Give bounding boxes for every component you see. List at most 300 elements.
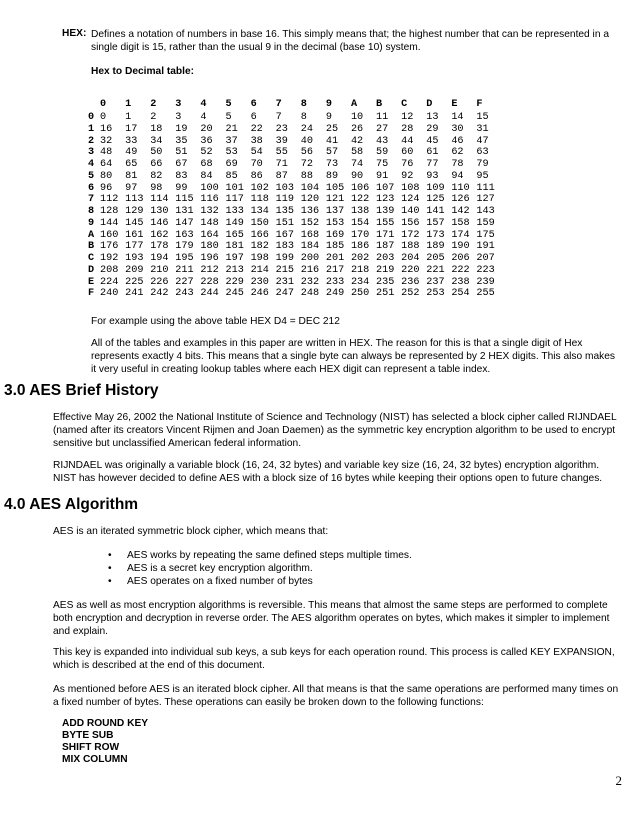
table-cell: 231: [275, 276, 294, 288]
row-header: 2: [88, 135, 95, 147]
table-cell: 162: [150, 229, 169, 241]
section-4-para-2: This key is expanded into individual sub keys, a sub keys for each operation round. This process is called KEY EXPANSION, which is described at the end of this document.: [53, 647, 615, 671]
table-cell: 240: [100, 288, 119, 300]
aes-functions-list: [62, 718, 148, 766]
table-cell: 37: [225, 135, 238, 147]
column-header: 8: [300, 99, 307, 111]
table-cell: 192: [100, 253, 119, 264]
table-cell: 60: [401, 147, 414, 159]
table-cell: 0: [100, 112, 107, 123]
table-cell: 81: [125, 170, 138, 182]
table-cell: 146: [150, 217, 169, 229]
row-header: B: [88, 241, 95, 253]
table-cell: 203: [376, 253, 395, 264]
table-cell: 140: [401, 206, 420, 217]
table-cell: 106: [350, 182, 370, 194]
table-cell: 117: [225, 194, 244, 206]
table-cell: 2: [150, 112, 157, 123]
table-cell: 71: [275, 159, 288, 170]
column-header: 0: [100, 99, 107, 111]
table-cell: 225: [125, 276, 144, 288]
table-cell: 200: [300, 253, 320, 264]
table-cell: 55: [275, 147, 288, 159]
table-cell: 116: [200, 194, 219, 206]
table-cell: 189: [426, 241, 445, 253]
table-cell: 254: [451, 288, 470, 300]
column-header: B: [376, 99, 383, 111]
column-header: 9: [325, 99, 332, 111]
table-cell: 191: [476, 241, 495, 253]
table-cell: 74: [350, 159, 364, 170]
table-cell: 242: [150, 288, 169, 300]
list-item: • AES operates on a fixed number of bytes: [108, 575, 412, 588]
table-cell: 70: [250, 159, 263, 170]
table-cell: 115: [175, 194, 194, 206]
table-cell: 179: [175, 241, 194, 253]
table-cell: 40: [300, 135, 313, 147]
table-cell: 93: [426, 170, 439, 182]
table-cell: 109: [426, 182, 445, 194]
table-cell: 195: [175, 253, 194, 264]
table-cell: 114: [150, 194, 169, 206]
table-cell: 171: [376, 229, 395, 241]
table-cell: 245: [225, 288, 244, 300]
table-cell: 56: [300, 147, 313, 159]
table-cell: 24: [300, 123, 313, 135]
table-cell: 141: [426, 206, 445, 217]
table-cell: 163: [175, 229, 194, 241]
table-cell: 1: [125, 112, 132, 123]
table-cell: 57: [325, 147, 339, 159]
table-cell: 210: [150, 264, 169, 276]
table-cell: 166: [250, 229, 269, 241]
table-cell: 13: [426, 112, 439, 123]
section-4-para-1: AES as well as most encryption algorithms is reversible. This means that almost the same steps are performed to complete both encryption and decryption in reverse order. The AES algorithm operates on bytes, which makes it simpler to implement and explain.: [53, 600, 610, 637]
table-cell: 184: [300, 241, 320, 253]
table-cell: 88: [300, 170, 313, 182]
table-cell: 198: [250, 253, 269, 264]
table-cell: 20: [200, 123, 213, 135]
table-cell: 59: [376, 147, 389, 159]
table-cell: 131: [175, 206, 194, 217]
table-cell: 129: [125, 206, 144, 217]
table-cell: 12: [401, 112, 414, 123]
table-cell: 82: [150, 170, 163, 182]
table-cell: 75: [376, 159, 389, 170]
table-cell: 32: [100, 135, 113, 147]
table-cell: 76: [401, 159, 414, 170]
table-cell: 3: [175, 112, 182, 123]
table-cell: 227: [175, 276, 194, 288]
table-cell: 186: [350, 241, 370, 253]
table-cell: 124: [401, 194, 420, 206]
table-cell: 108: [401, 182, 420, 194]
table-cell: 30: [451, 123, 464, 135]
row-header: A: [88, 229, 95, 241]
table-cell: 226: [150, 276, 169, 288]
table-row: [88, 218, 502, 230]
table-cell: 33: [125, 135, 138, 147]
table-cell: 123: [376, 194, 395, 206]
hex-table-title: Hex to Decimal table:: [91, 66, 195, 77]
table-cell: 218: [350, 264, 370, 276]
table-row: [88, 183, 502, 195]
row-header: 9: [88, 217, 95, 229]
table-cell: 90: [350, 170, 364, 182]
table-cell: 197: [225, 253, 244, 264]
table-cell: 174: [451, 229, 470, 241]
table-cell: 193: [125, 253, 144, 264]
table-cell: 236: [401, 276, 420, 288]
table-cell: 119: [275, 194, 294, 206]
table-cell: 51: [175, 147, 188, 159]
row-header: E: [88, 276, 95, 288]
column-header: D: [426, 99, 433, 111]
table-cell: 68: [200, 159, 213, 170]
table-cell: 239: [476, 276, 495, 288]
table-cell: 145: [125, 217, 144, 229]
table-cell: 176: [100, 241, 119, 253]
table-cell: 66: [150, 159, 163, 170]
table-cell: 95: [476, 170, 489, 182]
row-header: 8: [88, 206, 95, 217]
table-cell: 26: [350, 123, 364, 135]
table-cell: 241: [125, 288, 144, 300]
table-cell: 158: [451, 217, 470, 229]
table-cell: 135: [275, 206, 294, 217]
table-cell: 64: [100, 159, 113, 170]
table-cell: 159: [476, 217, 495, 229]
table-cell: 211: [175, 264, 194, 276]
table-cell: 25: [325, 123, 339, 135]
table-cell: 154: [350, 217, 370, 229]
table-cell: 187: [376, 241, 395, 253]
table-cell: 152: [300, 217, 320, 229]
column-header: F: [476, 99, 483, 111]
section-4-intro: AES is an iterated symmetric block cipher, which means that:: [53, 526, 329, 537]
table-cell: 21: [225, 123, 238, 135]
table-cell: 118: [250, 194, 269, 206]
table-corner: [88, 98, 100, 112]
row-header: D: [88, 264, 95, 276]
table-cell: 233: [325, 276, 345, 288]
table-cell: 144: [100, 217, 119, 229]
function-mix-column: MIX COLUMN: [62, 754, 128, 765]
table-cell: 125: [426, 194, 445, 206]
row-header: 0: [88, 112, 95, 123]
table-cell: 246: [250, 288, 269, 300]
table-cell: 250: [350, 288, 370, 300]
table-cell: 104: [300, 182, 320, 194]
table-cell: 230: [250, 276, 269, 288]
list-item: • AES is a secret key encryption algorithm.: [108, 562, 412, 575]
table-cell: 11: [376, 112, 389, 123]
table-cell: 34: [150, 135, 163, 147]
column-header: A: [350, 99, 358, 111]
column-header: E: [451, 99, 458, 111]
table-cell: 220: [401, 264, 420, 276]
table-row: [88, 265, 502, 277]
table-cell: 91: [376, 170, 389, 182]
table-row: [88, 147, 502, 159]
table-cell: 223: [476, 264, 495, 276]
table-cell: 6: [250, 112, 257, 123]
table-cell: 29: [426, 123, 439, 135]
table-cell: 107: [376, 182, 395, 194]
table-cell: 35: [175, 135, 188, 147]
table-cell: 149: [225, 217, 244, 229]
table-cell: 199: [275, 253, 294, 264]
table-cell: 128: [100, 206, 119, 217]
hex-example: For example using the above table HEX D4 = DEC 212: [91, 316, 340, 327]
table-cell: 72: [300, 159, 313, 170]
table-cell: 137: [325, 206, 345, 217]
table-cell: 16: [100, 123, 113, 135]
aes-properties-list: [108, 549, 412, 588]
column-header: 3: [175, 99, 182, 111]
table-cell: 54: [250, 147, 263, 159]
row-header: 4: [88, 159, 95, 170]
table-cell: 5: [225, 112, 232, 123]
list-item: • AES works by repeating the same defined steps multiple times.: [108, 549, 412, 562]
table-cell: 18: [150, 123, 163, 135]
function-byte-sub: BYTE SUB: [62, 730, 114, 741]
row-header: 5: [88, 170, 95, 182]
table-cell: 28: [401, 123, 414, 135]
column-header: 7: [275, 99, 282, 111]
table-cell: 213: [225, 264, 244, 276]
table-cell: 249: [325, 288, 345, 300]
table-cell: 112: [100, 194, 119, 206]
table-cell: 232: [300, 276, 320, 288]
table-cell: 62: [451, 147, 464, 159]
table-cell: 251: [376, 288, 395, 300]
table-cell: 8: [300, 112, 307, 123]
table-cell: 63: [476, 147, 489, 159]
table-cell: 224: [100, 276, 119, 288]
table-cell: 182: [250, 241, 269, 253]
table-cell: 49: [125, 147, 138, 159]
table-cell: 235: [376, 276, 395, 288]
table-cell: 38: [250, 135, 263, 147]
table-cell: 85: [225, 170, 238, 182]
table-cell: 134: [250, 206, 269, 217]
table-cell: 22: [250, 123, 263, 135]
table-row: [88, 288, 502, 300]
table-cell: 87: [275, 170, 288, 182]
table-cell: 65: [125, 159, 138, 170]
table-cell: 58: [350, 147, 364, 159]
table-cell: 14: [451, 112, 464, 123]
table-cell: 41: [325, 135, 339, 147]
table-cell: 43: [376, 135, 389, 147]
table-row: [88, 241, 502, 253]
table-cell: 78: [451, 159, 464, 170]
table-cell: 127: [476, 194, 495, 206]
table-cell: 148: [200, 217, 219, 229]
table-cell: 96: [100, 182, 113, 194]
table-cell: 196: [200, 253, 219, 264]
table-cell: 69: [225, 159, 238, 170]
table-header-row: [88, 98, 502, 112]
table-row: [88, 194, 502, 206]
column-header: 5: [225, 99, 232, 111]
table-cell: 177: [125, 241, 144, 253]
table-cell: 216: [300, 264, 320, 276]
table-cell: 234: [350, 276, 370, 288]
table-cell: 244: [200, 288, 219, 300]
table-cell: 42: [350, 135, 364, 147]
table-cell: 161: [125, 229, 144, 241]
table-cell: 150: [250, 217, 269, 229]
table-cell: 7: [275, 112, 282, 123]
table-cell: 151: [275, 217, 294, 229]
column-header: 1: [125, 99, 132, 111]
table-cell: 228: [200, 276, 219, 288]
table-cell: 126: [451, 194, 470, 206]
hex-term: [62, 28, 86, 39]
table-row: [88, 124, 502, 136]
table-cell: 15: [476, 112, 489, 123]
table-row: [88, 136, 502, 148]
table-cell: 50: [150, 147, 163, 159]
table-cell: 84: [200, 170, 213, 182]
table-cell: 120: [300, 194, 320, 206]
table-cell: 31: [476, 123, 489, 135]
table-cell: 142: [451, 206, 470, 217]
table-row: [88, 171, 502, 183]
table-cell: 39: [275, 135, 288, 147]
table-cell: 201: [325, 253, 345, 264]
table-cell: 47: [476, 135, 489, 147]
table-cell: 206: [451, 253, 470, 264]
table-cell: 207: [476, 253, 495, 264]
table-cell: 122: [350, 194, 370, 206]
table-cell: 79: [476, 159, 489, 170]
table-cell: 188: [401, 241, 420, 253]
table-cell: 253: [426, 288, 445, 300]
table-cell: 52: [200, 147, 213, 159]
table-cell: 156: [401, 217, 420, 229]
table-cell: 208: [100, 264, 119, 276]
table-cell: 205: [426, 253, 445, 264]
table-cell: 111: [476, 182, 495, 194]
function-shift-row: SHIFT ROW: [62, 742, 120, 753]
table-cell: 97: [125, 182, 138, 194]
table-cell: 44: [401, 135, 414, 147]
table-cell: 101: [225, 182, 244, 194]
table-cell: 209: [125, 264, 144, 276]
table-cell: 110: [451, 182, 470, 194]
table-cell: 132: [200, 206, 219, 217]
table-cell: 136: [300, 206, 320, 217]
table-cell: 36: [200, 135, 213, 147]
table-cell: 48: [100, 147, 113, 159]
table-cell: 67: [175, 159, 188, 170]
table-cell: 172: [401, 229, 420, 241]
column-header: C: [401, 99, 408, 111]
table-cell: 86: [250, 170, 263, 182]
table-cell: 130: [150, 206, 169, 217]
table-cell: 255: [476, 288, 495, 300]
hex-definition: Defines a notation of numbers in base 16. This simply means that; the highest number that can be represented in a single digit is 15, rather than the usual 9 in the decimal (base 10) system.: [91, 29, 609, 53]
table-cell: 202: [350, 253, 370, 264]
table-cell: 61: [426, 147, 439, 159]
table-cell: 17: [125, 123, 138, 135]
table-cell: 105: [325, 182, 345, 194]
table-cell: 46: [451, 135, 464, 147]
table-row: [88, 159, 502, 171]
table-cell: 103: [275, 182, 294, 194]
table-cell: 45: [426, 135, 439, 147]
table-row: [88, 277, 502, 289]
table-cell: 238: [451, 276, 470, 288]
table-cell: 23: [275, 123, 288, 135]
table-cell: 229: [225, 276, 244, 288]
row-header: C: [88, 253, 95, 264]
table-cell: 102: [250, 182, 269, 194]
column-header: 2: [150, 99, 157, 111]
column-header: 6: [250, 99, 257, 111]
table-cell: 169: [325, 229, 345, 241]
table-cell: 53: [225, 147, 238, 159]
table-cell: 19: [175, 123, 188, 135]
row-header: F: [88, 288, 95, 300]
table-cell: 212: [200, 264, 219, 276]
table-cell: 80: [100, 170, 113, 182]
table-cell: 98: [150, 182, 163, 194]
table-cell: 237: [426, 276, 445, 288]
table-cell: 219: [376, 264, 395, 276]
section-4-para-3: As mentioned before AES is an iterated block cipher. All that means is that the same operations are performed many times on a fixed number of bytes. These operations can easily be broken down to the following functions:: [53, 684, 619, 708]
hex-note: All of the tables and examples in this paper are written in HEX. The reason for this is that a single digit of Hex represents exactly 4 bits. This means that a single byte can always be represented by 2 HEX digits. This also makes it very useful in creating lookup tables where each HEX digit can represent a table index.: [91, 338, 615, 375]
table-cell: 89: [325, 170, 339, 182]
table-cell: 94: [451, 170, 464, 182]
table-cell: 27: [376, 123, 389, 135]
table-cell: 243: [175, 288, 194, 300]
column-header: 4: [200, 99, 207, 111]
table-cell: 173: [426, 229, 445, 241]
table-cell: 165: [225, 229, 244, 241]
table-cell: 217: [325, 264, 345, 276]
table-cell: 99: [175, 182, 188, 194]
table-cell: 73: [325, 159, 339, 170]
table-cell: 180: [200, 241, 219, 253]
table-cell: 183: [275, 241, 294, 253]
table-cell: 133: [225, 206, 244, 217]
table-cell: 204: [401, 253, 420, 264]
table-cell: 83: [175, 170, 188, 182]
row-header: 7: [88, 194, 95, 206]
table-cell: 185: [325, 241, 345, 253]
page-number: 2: [615, 773, 622, 788]
table-row: [88, 230, 502, 242]
table-cell: 147: [175, 217, 194, 229]
table-cell: 181: [225, 241, 244, 253]
table-cell: 170: [350, 229, 370, 241]
function-add-round-key: ADD ROUND KEY: [62, 718, 149, 729]
section-4-heading: 4.0 AES Algorithm: [4, 496, 139, 513]
table-row: [88, 112, 502, 124]
section-3-para-2: RIJNDAEL was originally a variable block (16, 24, 32 bytes) and variable key size (16, 24, 32 bytes) encryption algorithm. NIST has however decided to define AES with a block size of 16 bytes while keeping their options open to future changes.: [53, 460, 603, 484]
table-cell: 77: [426, 159, 439, 170]
table-cell: 4: [200, 112, 207, 123]
table-cell: 153: [325, 217, 345, 229]
hex-term-label: HEX: [62, 28, 83, 39]
table-cell: 157: [426, 217, 445, 229]
row-header: 1: [88, 123, 95, 135]
table-cell: 248: [300, 288, 320, 300]
